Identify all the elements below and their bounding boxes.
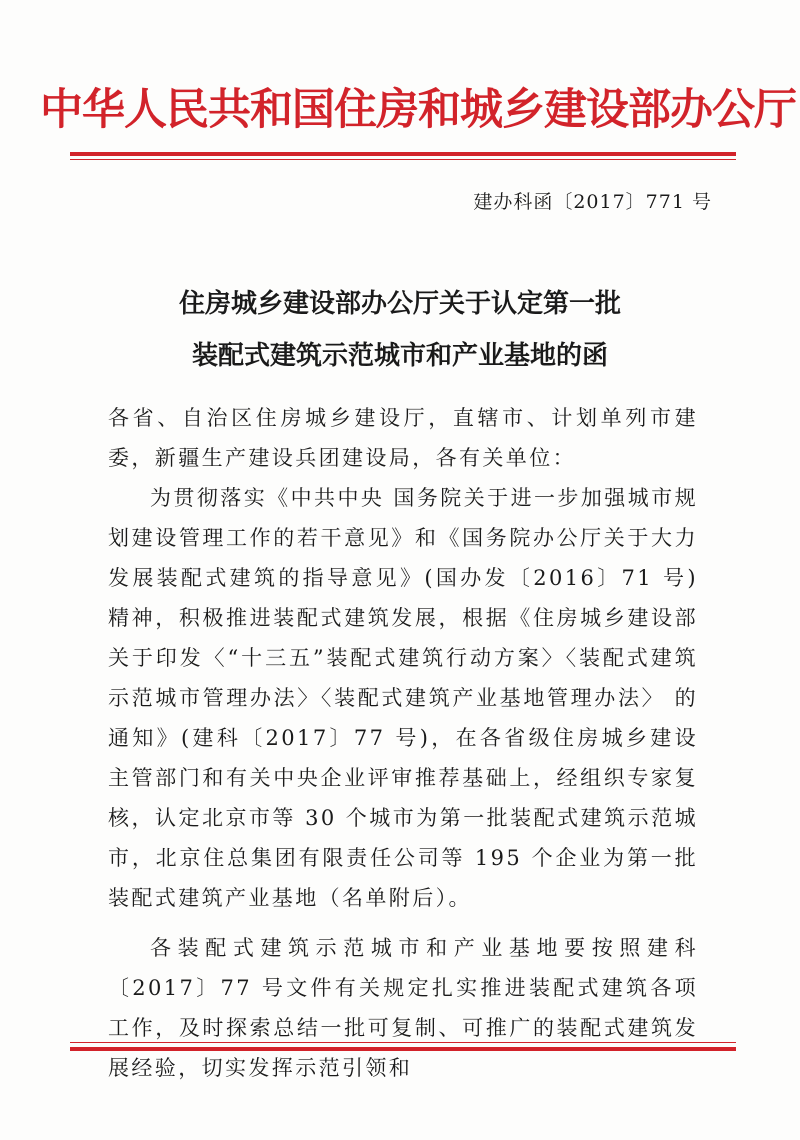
masthead-rule-thin (70, 159, 736, 160)
document-body (108, 398, 698, 1088)
title-line-2: 装配式建筑示范城市和产业基地的函 (191, 341, 608, 371)
salutation: 各省、自治区住房城乡建设厅，直辖市、计划单列市建委，新疆生产建设兵团建设局，各有关单位： (108, 406, 698, 470)
masthead-rule-thick (70, 152, 736, 156)
body-paragraph-1: 为贯彻落实《中共中央 国务院关于进一步加强城市规划建设管理工作的若干意见》和《国务院办公厅关于大力发展装配式建筑的指导意见》(国办发〔2016〕71 号) 精神，积极推进装配式建筑发展，根据《住房城乡建设部关于印发〈“十三五”装配式建筑行动方案〉〈装配式建筑示范城市管理办法〉〈装配式建筑产业基地管理办法〉 的通知》(建科〔2017〕77 号)，在各省级住房城乡建设主管部门和有关中央企业评审推荐基础上，经组织专家复核，认定北京市等 30 个城市为第一批装配式建筑示范城市，北京住总集团有限责任公司等 195 个企业为第一批装配式建筑产业基地（名单附后）。 (108, 486, 698, 910)
document-title (60, 278, 740, 382)
body-paragraph-2: 各装配式建筑示范城市和产业基地要按照建科〔2017〕77 号文件有关规定扎实推进装配式建筑各项工作，及时探索总结一批可复制、可推广的装配式建筑发展经验，切实发挥示范引领和 (108, 936, 698, 1080)
footer-rule-thin (70, 1042, 736, 1043)
footer-rule-thick (70, 1047, 736, 1051)
document-number: 建办科函〔2017〕771 号 (473, 191, 712, 213)
masthead-title: 中华人民共和国住房和城乡建设部办公厅 (40, 85, 796, 135)
title-line-1: 住房城乡建设部办公厅关于认定第一批 (178, 289, 621, 319)
